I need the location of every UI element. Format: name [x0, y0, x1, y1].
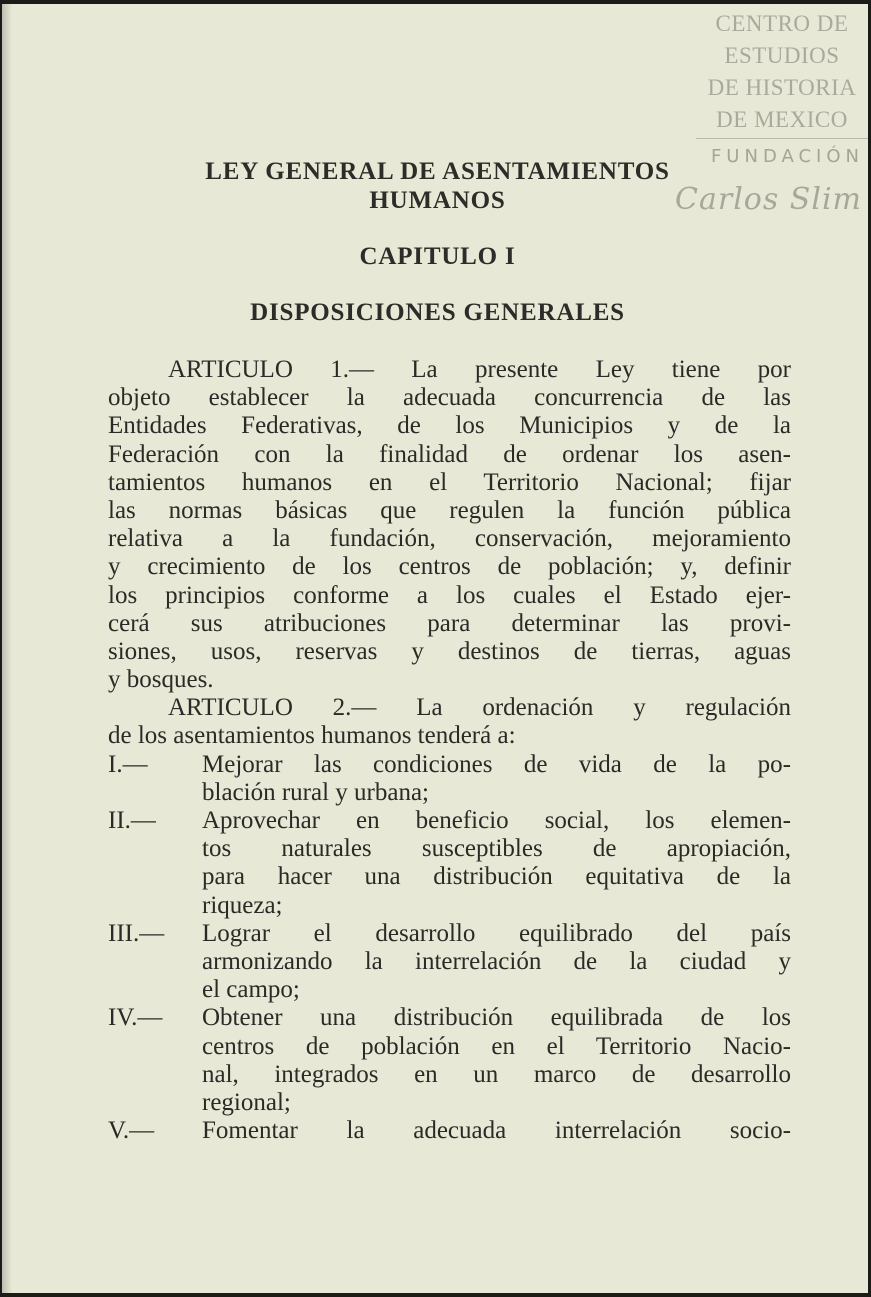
article-1-line: y bosques. [108, 666, 214, 694]
article-2 [108, 694, 791, 1145]
list-item-line: centros de población en el Territorio Nacio- [202, 1032, 791, 1060]
list-item-line: blación rural y urbana; [202, 778, 429, 806]
list-item-number: III.— [108, 919, 165, 947]
list-item-number: IV.— [108, 1004, 163, 1032]
list-item-line: para hacer una distribución equitativa de la [202, 863, 791, 891]
section-heading: DISPOSICIONES GENERALES [250, 299, 625, 326]
article-1-line: siones, usos, reservas y destinos de tierras, aguas [108, 637, 791, 665]
list-item-line: nal, integrados en un marco de desarrollo [202, 1060, 791, 1088]
list-item-line: el campo; [202, 976, 300, 1004]
article-1-line: cerá sus atribuciones para determinar las provi- [108, 609, 791, 637]
list-item-line: riqueza; [202, 891, 283, 919]
article-1-line: las normas básicas que regulen la función pública [108, 496, 791, 524]
article-2-line: ARTICULO 2.— La ordenación y regulación [168, 694, 791, 722]
chapter-heading: CAPITULO I [359, 243, 516, 270]
article-1-line: Entidades Federativas, de los Municipios y de la [108, 412, 791, 440]
document-body [108, 356, 791, 1145]
list-item-line: armonizando la interrelación de la ciudad y [202, 947, 791, 975]
list-item-number: II.— [108, 807, 156, 834]
list-item-i [108, 751, 791, 807]
watermark-line-2: ESTUDIOS [724, 43, 840, 68]
list-item-line: I.— Mejorar las condiciones de vida de la po- [108, 750, 791, 778]
document-title-line-2: HUMANOS [369, 187, 506, 214]
watermark-foundation: FUNDACIÓN [710, 146, 864, 167]
article-2-line: de los asentamientos humanos tenderá a: [108, 722, 516, 750]
list-item-number: V.— [108, 1117, 155, 1145]
scan-bottom-edge [0, 1293, 871, 1297]
article-1-line: y crecimiento de los centros de población; y, definir [108, 553, 791, 581]
watermark-signature: Carlos Slim [675, 182, 862, 217]
article-1-line: ARTICULO 1.— La presente Ley tiene por [168, 356, 791, 383]
list-item-line: tos naturales susceptibles de apropiación, [202, 835, 791, 863]
watermark-line-1: CENTRO DE [715, 11, 849, 36]
watermark-line-3: DE HISTORIA [707, 75, 857, 100]
watermark-line-4: DE MEXICO [716, 107, 848, 132]
list-item-v [108, 1117, 791, 1145]
article-1-line: objeto establecer la adecuada concurrencia de las [108, 384, 791, 412]
watermark-divider [696, 138, 868, 139]
article-1-line: tamientos humanos en el Territorio Nacional; fijar [108, 468, 791, 496]
list-item-number: I.— [108, 750, 148, 778]
list-item-line: III.— Lograr el desarrollo equilibrado del país [108, 919, 791, 947]
article-1 [108, 356, 791, 694]
list-item-iv [108, 1004, 791, 1117]
list-item-line: IV.— Obtener una distribución equilibrada de los [108, 1004, 791, 1032]
list-item-iii [108, 920, 791, 1005]
archive-watermark [696, 8, 868, 136]
article-1-line: Federación con la finalidad de ordenar los asen- [108, 440, 791, 468]
list-item-line: regional; [202, 1088, 291, 1116]
article-1-line: relativa a la fundación, conservación, mejoramiento [108, 525, 791, 553]
document-title-line-1: LEY GENERAL DE ASENTAMIENTOS [205, 158, 670, 185]
article-1-line: los principios conforme a los cuales el Estado ejer- [108, 581, 791, 609]
document-page [2, 4, 868, 1293]
list-item-ii [108, 807, 791, 920]
list-item-line: II.— Aprovechar en beneficio social, los elemen- [108, 807, 791, 834]
list-item-line: V.— Fomentar la adecuada interrelación socio- [108, 1117, 791, 1145]
